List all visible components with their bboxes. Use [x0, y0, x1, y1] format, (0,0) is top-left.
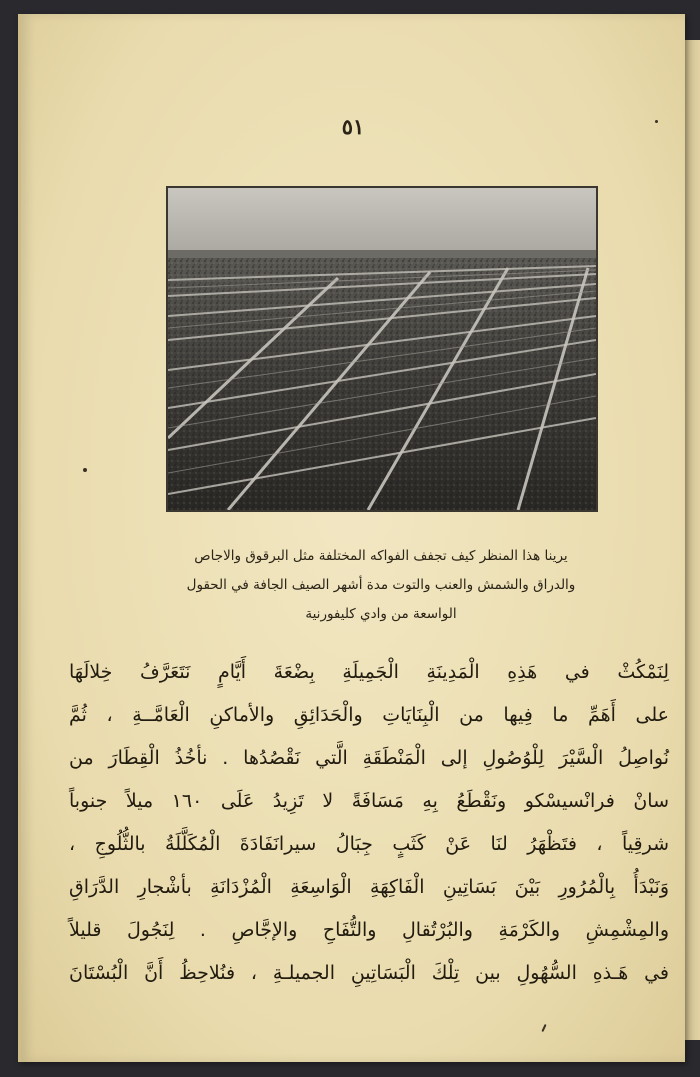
body-line: على أَهَمِّ ما فِيها من الْبِنَايَاتِ والْحَدَائِقِ والأماكنِ الْعَامَّــةِ ، ثُمَّ [69, 704, 669, 726]
caption-line: الواسعة من وادي كليفورنية [305, 606, 457, 622]
body-line: لِنَمْكُثْ في هَذِهِ الْمَدِينَةِ الْجَمِيلَةِ بِضْعَةَ أَيَّامٍ نَتَعَرَّفُ خِلالَهَا [69, 661, 669, 683]
body-line: نُواصِلُ الْسَّيْرَ لِلْوُصُولِ إلى الْمَنْطَقَةِ الَّتي نَقْصُدُها . نأخُذُ الْقِطَارَ من [69, 747, 669, 769]
body-text [69, 651, 669, 995]
page-number: ٥١ [341, 114, 365, 139]
body-line: والمِشْمِشِ والكَرْمَةِ والبُرْتُقالِ والتُّفَاحِ والإجَّاصِ . لِنَجُولَ قليلاً [69, 919, 669, 941]
body-line: وَنَبْدَأُ بِالْمُرُورِ بَيْنَ بَسَاتِينِ الْفَاكِهَةِ الْوَاسِعَةِ الْمُزْدَانَةِ بأشْجارِ الدَّرَاقِ [69, 876, 669, 898]
paper-speck [83, 468, 87, 472]
caption-line: والدراق والشمش والعنب والتوت مدة أشهر الصيف الجافة في الحقول [186, 577, 576, 593]
paper-speck [541, 1024, 546, 1032]
book-page [18, 14, 685, 1062]
body-line: في هَـذهِ السُّهُولِ بين تِلْكَ الْبَسَاتِينِ الجميلـةِ ، فنُلاحِظُ أَنَّ الْبُسْتَانَ [69, 962, 669, 984]
body-line: شرقِياً ، فتَظْهَرُ لنَا عَنْ كَثَبٍ جِبَالُ سيرانَفَادَةَ الْمُكَلَّلَةُ بالثُّلُوجِ ، [69, 833, 669, 855]
caption-line: يرينا هذا المنظر كيف تجفف الفواكه المختلفة مثل البرقوق والاجاص [194, 548, 568, 564]
photo-caption [131, 542, 631, 629]
photo-drying-fields [166, 186, 598, 512]
body-line: سانْ فرانْسيسْكو ونَقْطَعُ بِهِ مَسَافَةً لا تَزِيدُ عَلَى ١٦٠ ميلاً جنوباً [69, 790, 669, 812]
paper-speck [655, 120, 658, 123]
photo-image [168, 188, 596, 510]
